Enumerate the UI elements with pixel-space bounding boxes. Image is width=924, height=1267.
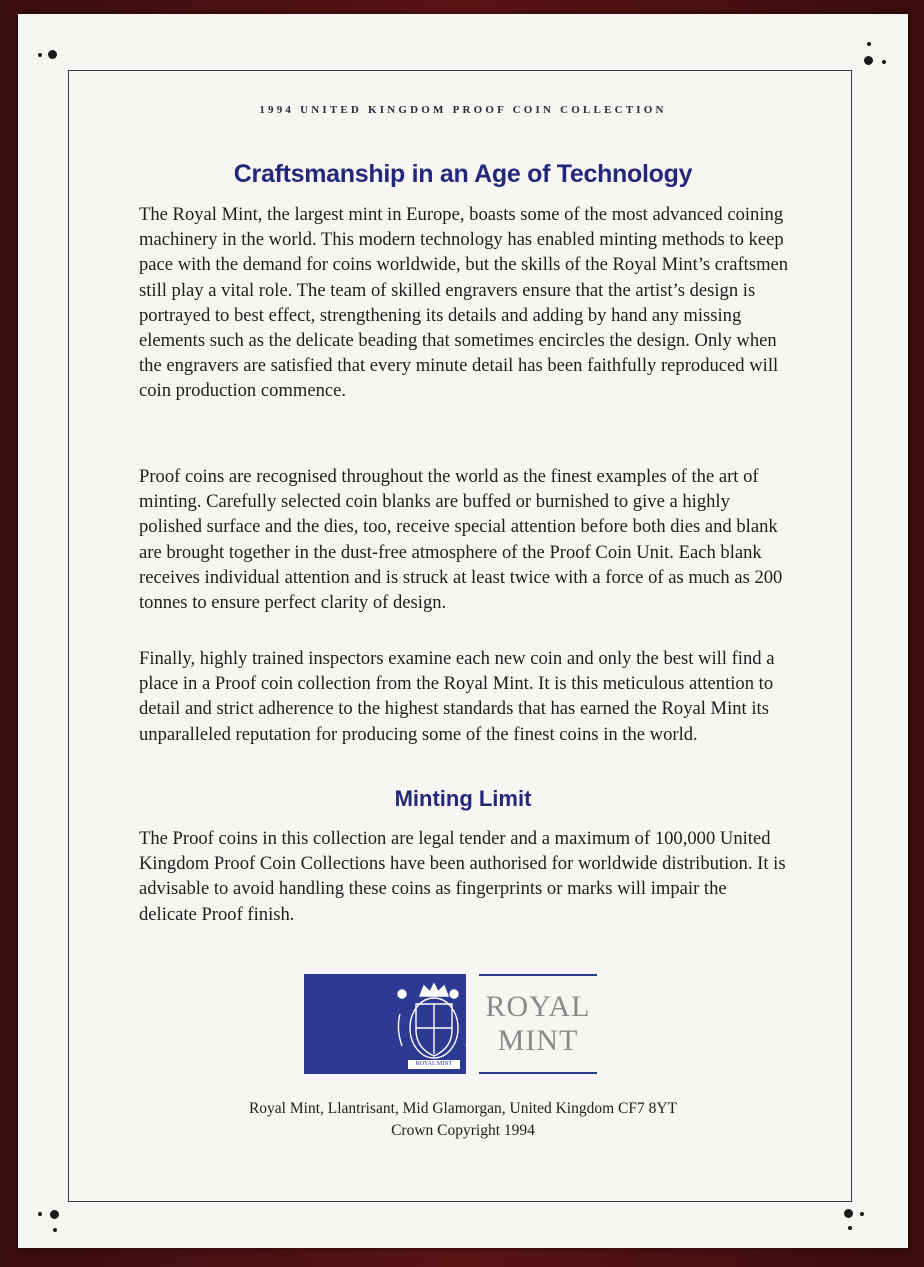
royal-mint-crest-box [304, 974, 466, 1074]
corner-hole-bottom-right [844, 1209, 853, 1218]
corner-pin-top-right [867, 42, 871, 46]
logo-top-rule [479, 974, 597, 976]
corner-pin-bottom-left [38, 1212, 42, 1216]
certificate-card [18, 14, 908, 1248]
royal-coat-of-arms-icon [304, 974, 466, 1074]
corner-pin-top-left [38, 53, 42, 57]
collection-title: 1994 UNITED KINGDOM PROOF COIN COLLECTION [259, 104, 667, 116]
corner-pin-bottom-left-2 [53, 1228, 57, 1232]
corner-pin-top-right-2 [882, 60, 886, 64]
section-heading-craftsmanship: Craftsmanship in an Age of Technology [233, 160, 693, 188]
footer-copyright: Crown Copyright 1994 [391, 1122, 535, 1139]
paragraph-inspectors: Finally, highly trained inspectors examine each new coin and only the best will find a place in a Proof coin collection from the Royal Mint. It is this meticulous attention to detail and strict adherence to the highest standards that has earned the Royal Mint its unparalleled reputation for producing some of the finest coins in the world. [139, 648, 775, 745]
corner-pin-bottom-right [860, 1212, 864, 1216]
crest-banner-text: ROYAL MINT [415, 1061, 453, 1067]
paragraph-minting-limit: The Proof coins in this collection are legal tender and a maximum of 100,000 United Kingdom Proof Coin Collections have been authorised for worldwide distribution. It is advisable to avoid handling these coins as fingerprints or marks will impair the delicate Proof finish. [139, 828, 786, 925]
paragraph-craftsmanship: The Royal Mint, the largest mint in Europe, boasts some of the most advanced coining machinery in the world. This modern technology has enabled minting methods to keep pace with the demand for coins worldwide, but the skills of the Royal Mint’s craftsmen still play a vital role. The team of skilled engravers ensure that the artist’s design is portrayed to best effect, strengthening its details and adding by hand any missing elements such as the delicate beading that sometimes encircles the design. Only when the engravers are satisfied that every minute detail has been faithfully reproduced will coin production commence. [139, 204, 789, 402]
corner-pin-bottom-right-2 [848, 1226, 852, 1230]
corner-hole-bottom-left [50, 1210, 59, 1219]
footer-address: Royal Mint, Llantrisant, Mid Glamorgan, United Kingdom CF7 8YT [248, 1100, 678, 1117]
corner-hole-top-right [864, 56, 873, 65]
corner-hole-top-left [48, 50, 57, 59]
section-heading-minting-limit: Minting Limit [394, 786, 532, 811]
paragraph-proof-coins: Proof coins are recognised throughout the world as the finest examples of the art of minting. Carefully selected coin blanks are buffed or burnished to give a highly polished surface and the dies, too, receive special attention before both dies and blank are brought together in the dust-free atmosphere of the Proof Coin Unit. Each blank receives individual attention and is struck at least twice with a force of as much as 200 tonnes to ensure perfect clarity of design. [139, 466, 783, 614]
logo-royal-text: ROYAL [485, 990, 591, 1023]
logo-bottom-rule [479, 1072, 597, 1074]
logo-mint-text: MINT [497, 1024, 579, 1057]
